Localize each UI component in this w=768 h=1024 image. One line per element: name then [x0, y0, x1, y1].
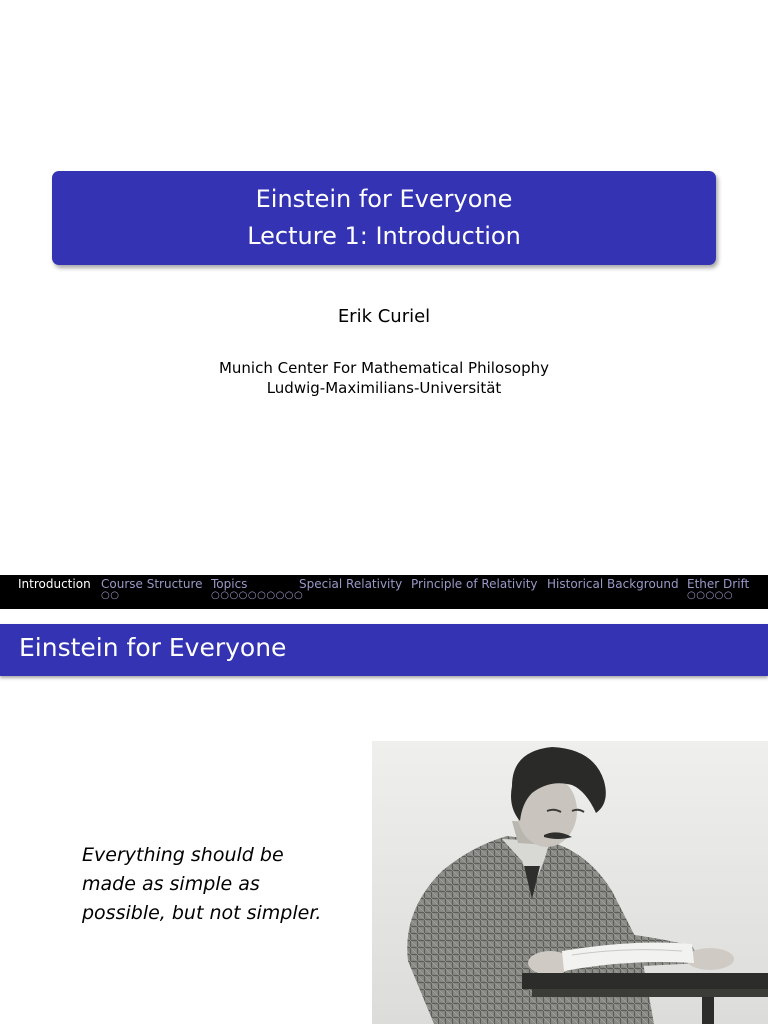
content-slide [0, 575, 768, 1024]
nav-topics[interactable]: Topics [211, 577, 248, 591]
nav-ether-drift[interactable]: Ether Drift [687, 577, 750, 591]
institute-line-1: Munich Center For Mathematical Philosophy [218, 359, 550, 377]
nav-special-relativity[interactable]: Special Relativity [299, 577, 403, 591]
nav-introduction[interactable]: Introduction [18, 577, 91, 591]
einstein-photo-illustration [372, 741, 768, 1024]
title-box [52, 171, 716, 265]
section-navigation-bar [0, 575, 768, 609]
frame-title: Einstein for Everyone [19, 633, 287, 662]
nav-topics-dots[interactable]: ○○○○○○○○○○ [211, 590, 304, 601]
nav-course-structure[interactable]: Course Structure [101, 577, 203, 591]
einstein-quote: Everything should be made as simple as possible, but not simpler. [82, 844, 322, 924]
nav-course-structure-dots[interactable]: ○○ [101, 590, 120, 601]
institute-line-2: Ludwig-Maximilians-Universität [266, 379, 502, 397]
author-name: Erik Curiel [337, 306, 431, 327]
nav-ether-drift-dots[interactable]: ○○○○○ [687, 590, 734, 601]
title-line-1: Einstein for Everyone [255, 185, 513, 213]
nav-historical-background[interactable]: Historical Background [547, 577, 679, 591]
einstein-photo [372, 741, 768, 1024]
nav-principle-of-relativity[interactable]: Principle of Relativity [411, 577, 538, 591]
title-line-2: Lecture 1: Introduction [247, 222, 521, 250]
frame-title-bar [0, 624, 768, 676]
